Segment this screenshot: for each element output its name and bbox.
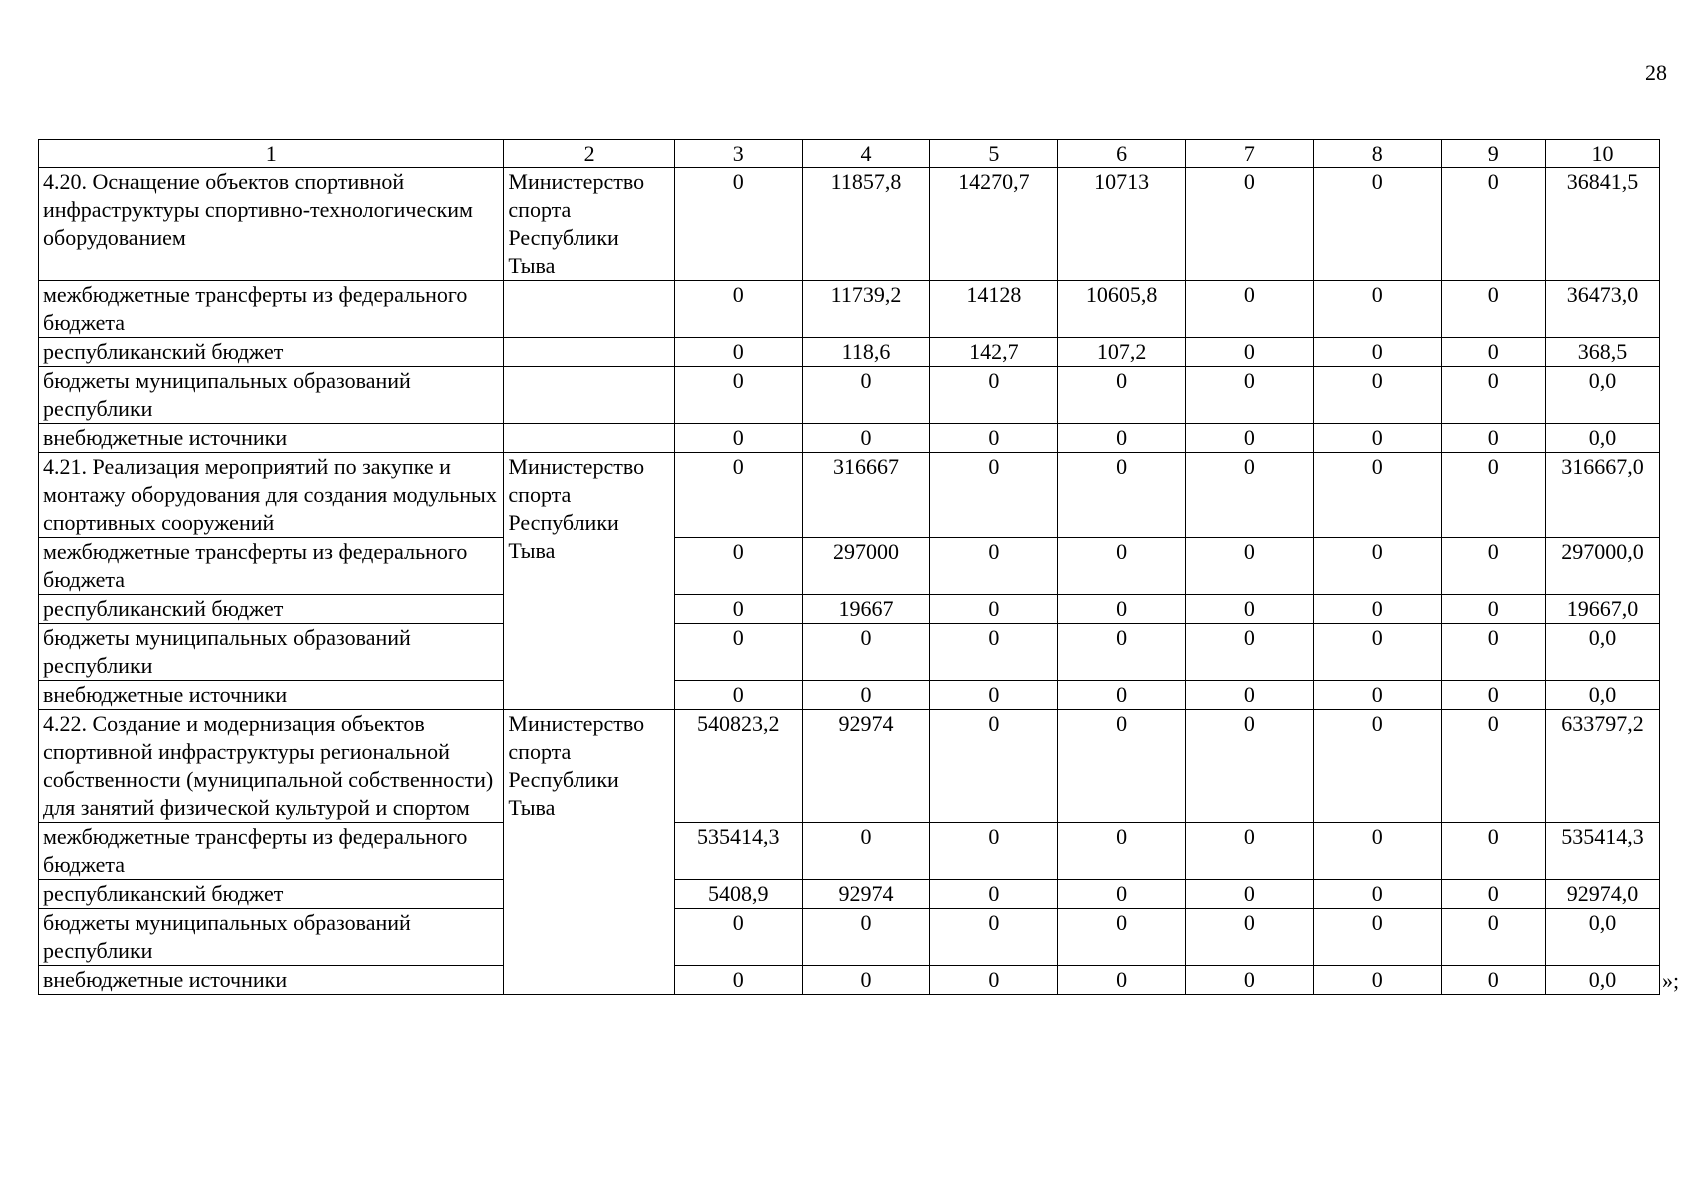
table-row [39,538,1660,595]
value-cell: 0 [1186,681,1314,710]
value-cell: 0 [1313,538,1441,595]
row-name: республиканский бюджет [39,880,504,909]
table-row [39,595,1660,624]
value-cell: 0 [674,168,802,281]
value-cell: 0 [1313,624,1441,681]
value-cell: 0 [674,909,802,966]
value-cell: 0 [1441,710,1545,823]
value-cell: 0 [1313,168,1441,281]
row-name: республиканский бюджет [39,338,504,367]
row-name: 4.20. Оснащение объектов спортивной инфраструктуры спортивно-технологическим оборудованием [39,168,504,281]
value-cell: 0 [930,453,1058,538]
value-cell: 0 [674,367,802,424]
header-cell: 9 [1441,140,1545,168]
value-cell: 0 [1313,823,1441,880]
value-cell: 0 [1441,909,1545,966]
value-cell: 0 [1186,281,1314,338]
value-cell: 0,0 [1545,624,1659,681]
value-cell: 0 [1058,453,1186,538]
value-cell: 107,2 [1058,338,1186,367]
value-cell: 10605,8 [1058,281,1186,338]
value-cell: 0 [1313,424,1441,453]
row-executor [504,281,674,338]
value-cell: 0,0 [1545,681,1659,710]
value-cell: 92974 [802,880,930,909]
table-row [39,453,1660,538]
row-name: республиканский бюджет [39,595,504,624]
row-name: внебюджетные источники [39,681,504,710]
value-cell: 142,7 [930,338,1058,367]
value-cell: 0 [1186,880,1314,909]
table-row [39,880,1660,909]
value-cell: 0 [1313,367,1441,424]
value-cell: 10713 [1058,168,1186,281]
value-cell: 0 [1186,424,1314,453]
value-cell: 0 [930,880,1058,909]
value-cell: 36841,5 [1545,168,1659,281]
value-cell: 0 [1186,909,1314,966]
value-cell: 0 [930,538,1058,595]
value-cell: 0 [1058,367,1186,424]
value-cell: 316667,0 [1545,453,1659,538]
value-cell: 19667 [802,595,930,624]
table-row [39,424,1660,453]
value-cell: 0 [930,823,1058,880]
value-cell: 0 [802,624,930,681]
value-cell: 0 [1441,681,1545,710]
value-cell: 0 [1186,966,1314,995]
value-cell: 0,0 [1545,966,1659,995]
value-cell: 14128 [930,281,1058,338]
table-row [39,966,1660,995]
value-cell: 92974 [802,710,930,823]
value-cell: 633797,2 [1545,710,1659,823]
value-cell: 0 [802,909,930,966]
header-cell: 5 [930,140,1058,168]
value-cell: 0 [674,281,802,338]
row-executor [504,424,674,453]
value-cell: 0 [1441,453,1545,538]
row-name: бюджеты муниципальных образований республики [39,909,504,966]
row-name: межбюджетные трансферты из федерального бюджета [39,281,504,338]
value-cell: 0 [674,681,802,710]
header-cell: 6 [1058,140,1186,168]
header-cell: 4 [802,140,930,168]
value-cell: 297000 [802,538,930,595]
value-cell: 0 [674,453,802,538]
table-row [39,681,1660,710]
row-executor: Министерство спорта Республики Тыва [504,168,674,281]
value-cell: 19667,0 [1545,595,1659,624]
value-cell: 11857,8 [802,168,930,281]
header-cell: 2 [504,140,674,168]
table-row [39,710,1660,823]
header-cell: 1 [39,140,504,168]
value-cell: 0 [1313,595,1441,624]
value-cell: 0 [1441,823,1545,880]
value-cell: 0 [1058,424,1186,453]
row-name: бюджеты муниципальных образований республики [39,367,504,424]
value-cell: 0 [1186,338,1314,367]
row-name: бюджеты муниципальных образований республики [39,624,504,681]
header-cell: 8 [1313,140,1441,168]
value-cell: 0 [1058,681,1186,710]
value-cell: 0 [930,681,1058,710]
value-cell: 535414,3 [674,823,802,880]
value-cell: 0 [1441,168,1545,281]
value-cell: 0 [674,966,802,995]
value-cell: 0,0 [1545,424,1659,453]
value-cell: 0 [1058,823,1186,880]
value-cell: 0 [1058,624,1186,681]
value-cell: 0 [1058,710,1186,823]
value-cell: 0 [1313,281,1441,338]
value-cell: 0 [1186,168,1314,281]
row-executor: Министерство спорта Республики Тыва [504,710,674,995]
value-cell: 368,5 [1545,338,1659,367]
row-name: межбюджетные трансферты из федерального бюджета [39,538,504,595]
value-cell: 5408,9 [674,880,802,909]
value-cell: 316667 [802,453,930,538]
value-cell: 0 [1441,966,1545,995]
row-executor: Министерство спорта Республики Тыва [504,453,674,710]
value-cell: 0 [1186,710,1314,823]
value-cell: 0,0 [1545,367,1659,424]
value-cell: 0 [1313,338,1441,367]
value-cell: 0 [1186,367,1314,424]
value-cell: 14270,7 [930,168,1058,281]
value-cell: 0 [802,966,930,995]
page-number: 28 [1645,60,1667,85]
value-cell: 0 [1058,966,1186,995]
header-cell: 7 [1186,140,1314,168]
value-cell: 0 [802,823,930,880]
row-name: 4.21. Реализация мероприятий по закупке и монтажу оборудования для создания модульных спортивных сооружений [39,453,504,538]
value-cell: 0 [1186,538,1314,595]
value-cell: 0 [1441,281,1545,338]
table-row [39,823,1660,880]
value-cell: 0 [930,624,1058,681]
value-cell: 0 [930,966,1058,995]
value-cell: 0 [802,424,930,453]
budget-table [38,139,1660,995]
table-row [39,281,1660,338]
value-cell: 0 [1441,538,1545,595]
header-row [39,140,1660,168]
value-cell: 297000,0 [1545,538,1659,595]
value-cell: 0 [930,424,1058,453]
row-name: 4.22. Создание и модернизация объектов спортивной инфраструктуры региональной собственности (муниципальной собственности) для занятий физической культурой и спортом [39,710,504,823]
value-cell: 0 [674,624,802,681]
value-cell: 0 [1313,681,1441,710]
header-cell: 10 [1545,140,1659,168]
closing-quote-mark: »; [1662,967,1680,993]
value-cell: 0 [1186,453,1314,538]
value-cell: 0 [1313,966,1441,995]
value-cell: 0 [1186,823,1314,880]
value-cell: 0 [1441,424,1545,453]
value-cell: 0 [1186,595,1314,624]
table-row [39,624,1660,681]
value-cell: 0 [1313,453,1441,538]
value-cell: 0 [1441,338,1545,367]
value-cell: 0 [1058,909,1186,966]
table-row [39,909,1660,966]
value-cell: 0 [674,595,802,624]
value-cell: 0,0 [1545,909,1659,966]
value-cell: 0 [1313,880,1441,909]
value-cell: 92974,0 [1545,880,1659,909]
value-cell: 0 [674,424,802,453]
value-cell: 36473,0 [1545,281,1659,338]
value-cell: 0 [1058,538,1186,595]
value-cell: 118,6 [802,338,930,367]
value-cell: 0 [1186,624,1314,681]
value-cell: 0 [674,338,802,367]
row-name: внебюджетные источники [39,966,504,995]
value-cell: 0 [802,367,930,424]
row-name: внебюджетные источники [39,424,504,453]
value-cell: 0 [1058,595,1186,624]
value-cell: 0 [802,681,930,710]
row-name: межбюджетные трансферты из федерального бюджета [39,823,504,880]
value-cell: 0 [930,710,1058,823]
value-cell: 0 [1441,595,1545,624]
row-executor [504,367,674,424]
value-cell: 0 [1313,909,1441,966]
header-cell: 3 [674,140,802,168]
row-executor [504,338,674,367]
value-cell: 0 [1441,367,1545,424]
value-cell: 0 [1441,880,1545,909]
table-row [39,168,1660,281]
value-cell: 0 [674,538,802,595]
value-cell: 0 [1313,710,1441,823]
value-cell: 0 [1441,624,1545,681]
value-cell: 11739,2 [802,281,930,338]
table-row [39,338,1660,367]
table-row [39,367,1660,424]
value-cell: 0 [1058,880,1186,909]
value-cell: 0 [930,367,1058,424]
value-cell: 535414,3 [1545,823,1659,880]
value-cell: 0 [930,909,1058,966]
value-cell: 0 [930,595,1058,624]
value-cell: 540823,2 [674,710,802,823]
